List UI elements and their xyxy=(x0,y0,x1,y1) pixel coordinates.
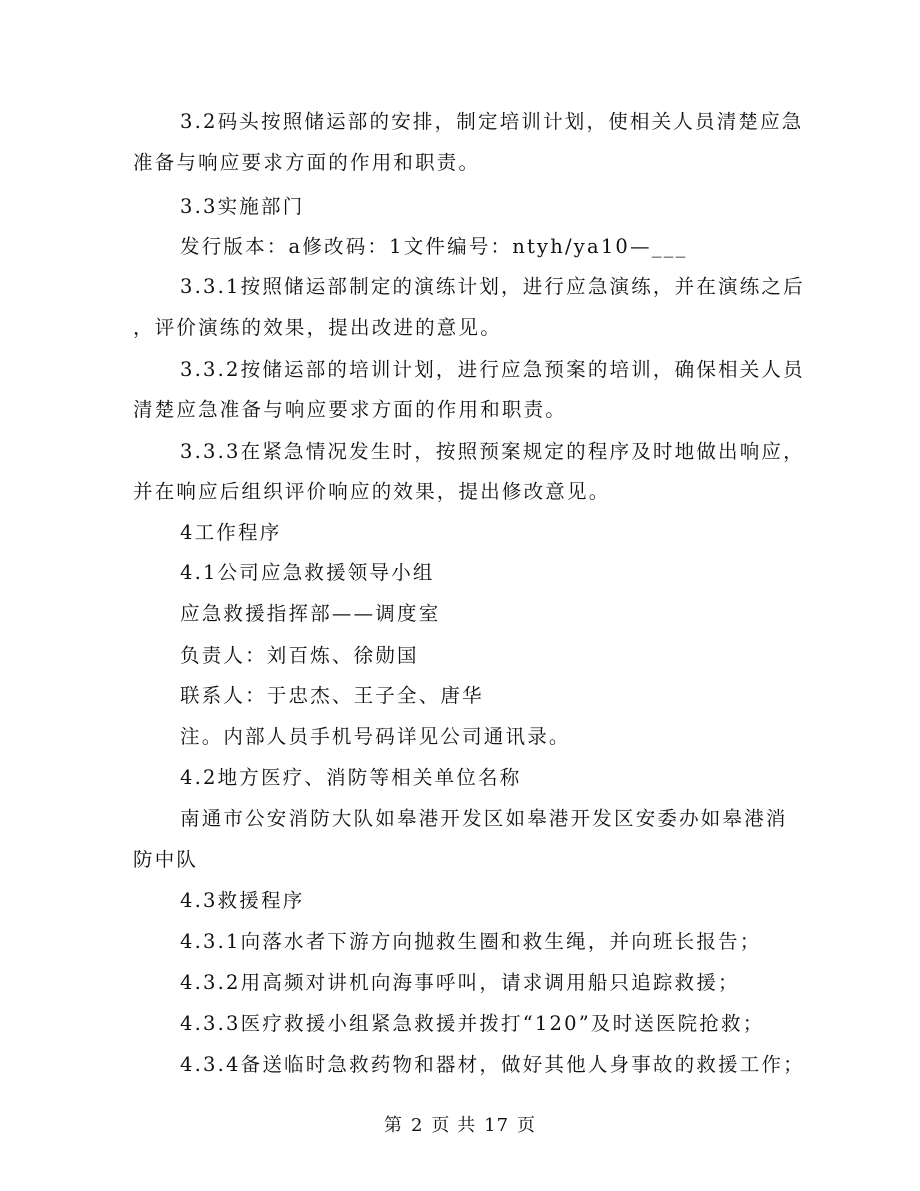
paragraph-line: 准备与响应要求方面的作用和职责。 xyxy=(133,151,481,174)
paragraph-line: 清楚应急准备与响应要求方面的作用和职责。 xyxy=(133,398,568,421)
paragraph-line: 应急救援指挥部——调度室 xyxy=(180,602,441,625)
paragraph-line: 发行版本：a修改码：1文件编号：ntyh/ya10—___ xyxy=(180,235,688,258)
footer-suffix: 页 xyxy=(517,1115,537,1136)
paragraph-line: 3.3.1按照储运部制定的演练计划，进行应急演练，并在演练之后 xyxy=(180,275,805,298)
list-item: 4.3.3医疗救援小组紧急救援并拨打“120”及时送医院抢救； xyxy=(180,1012,765,1035)
section-heading: 4工作程序 xyxy=(180,521,282,544)
paragraph-line: 并在响应后组织评价响应的效果，提出修改意见。 xyxy=(133,480,611,503)
list-item: 4.3.1向落水者下游方向抛救生圈和救生绳，并向班长报告； xyxy=(180,930,762,953)
paragraph-line: 负责人：刘百炼、徐勋国 xyxy=(180,644,419,667)
paragraph-line: ，评价演练的效果，提出改进的意见。 xyxy=(133,316,502,339)
footer-middle: 页 共 xyxy=(431,1115,477,1136)
list-item: 4.3.4备送临时急救药物和器材，做好其他人身事故的救援工作； xyxy=(180,1053,805,1076)
section-heading: 3.3实施部门 xyxy=(180,195,305,218)
section-heading: 4.3救援程序 xyxy=(180,889,305,912)
paragraph-line: 3.3.3在紧急情况发生时，按照预案规定的程序及时地做出响应， xyxy=(180,440,805,463)
footer-prefix: 第 xyxy=(383,1115,403,1136)
paragraph-line: 联系人：于忠杰、王子全、唐华 xyxy=(180,684,484,707)
paragraph-line: 3.3.2按储运部的培训计划，进行应急预案的培训，确保相关人员 xyxy=(180,358,805,381)
paragraph-line: 防中队 xyxy=(133,848,199,871)
paragraph-line: 注。内部人员手机号码详见公司通讯录。 xyxy=(180,725,571,748)
footer-page-number: 2 xyxy=(410,1115,424,1136)
page-footer xyxy=(0,1117,920,1135)
section-heading: 4.2地方医疗、消防等相关单位名称 xyxy=(180,766,522,789)
footer-total-pages: 17 xyxy=(484,1115,510,1136)
section-heading: 4.1公司应急救援领导小组 xyxy=(180,561,435,584)
paragraph-line: 3.2码头按照储运部的安排，制定培训计划，使相关人员清楚应急 xyxy=(180,110,804,133)
paragraph-line: 南通市公安消防大队如皋港开发区如皋港开发区安委办如皋港消 xyxy=(180,807,788,830)
list-item: 4.3.2用高频对讲机向海事呼叫，请求调用船只追踪救援； xyxy=(180,971,740,994)
